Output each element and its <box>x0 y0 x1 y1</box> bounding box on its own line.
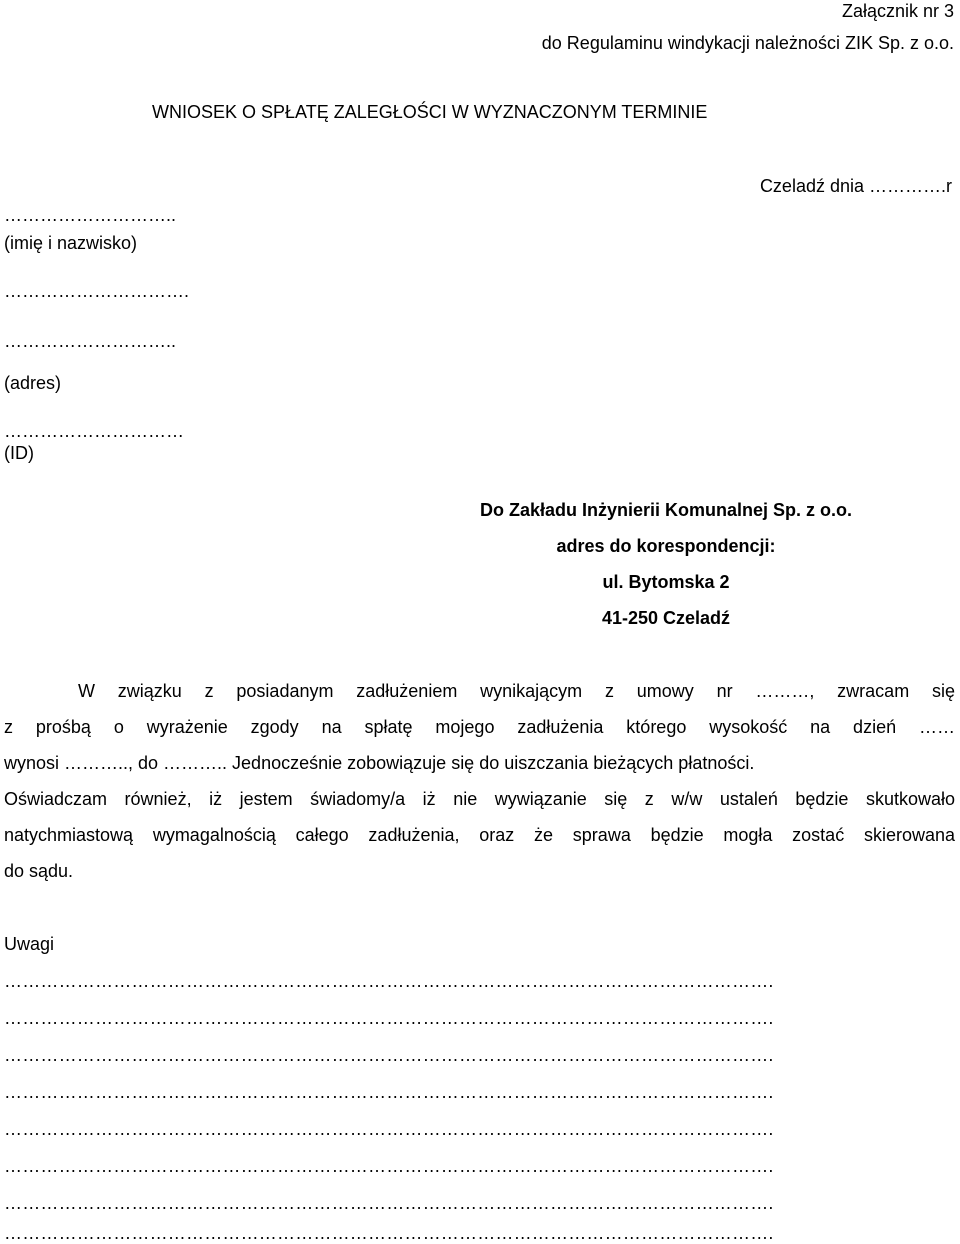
recipient-city: 41-250 Czeladź <box>601 608 731 628</box>
applicant-address-label: (adres) <box>4 373 62 393</box>
remarks-line: ………………………………………………………………………………………………………………. <box>4 1045 774 1065</box>
applicant-id-label: (ID) <box>4 443 34 463</box>
body-line-1: W związku z posiadanym zadłużeniem wynikającym z umowy nr ………, zwracam się <box>78 681 955 701</box>
remarks-line: ………………………………………………………………………………………………………………. <box>4 971 774 991</box>
document-title: WNIOSEK O SPŁATĘ ZALEGŁOŚCI W WYZNACZONYM TERMINIE <box>152 102 708 122</box>
body-line-5: natychmiastową wymagalnością całego zadłużenia, oraz że sprawa będzie mogła zostać skierowana <box>4 825 955 845</box>
place-date: Czeladź dnia ………….r <box>759 176 952 196</box>
body-line-3: wynosi ……….., do ……….. Jednocześnie zobowiązuje się do uiszczania bieżących płatności. <box>4 753 755 773</box>
applicant-name-label: (imię i nazwisko) <box>4 233 138 253</box>
attachment-number: Załącznik nr 3 <box>841 1 954 21</box>
body-line-6: do sądu. <box>4 861 74 881</box>
recipient-company: Do Zakładu Inżynierii Komunalnej Sp. z o.o. <box>479 500 853 520</box>
applicant-address-field-2: ……………………….. <box>4 331 177 351</box>
applicant-id-field: ………………………… <box>4 421 184 441</box>
remarks-line: ………………………………………………………………………………………………………………. <box>4 1193 774 1213</box>
remarks-line: ………………………………………………………………………………………………………………. <box>4 1008 774 1028</box>
applicant-name-field: ……………………….. <box>4 205 177 225</box>
remarks-label: Uwagi <box>4 934 55 954</box>
remarks-line: ………………………………………………………………………………………………………………. <box>4 1119 774 1139</box>
remarks-line: ………………………………………………………………………………………………………………. <box>4 1156 774 1176</box>
remarks-line: ………………………………………………………………………………………………………………. <box>4 1082 774 1102</box>
regulation-reference: do Regulaminu windykacji należności ZIK Sp. z o.o. <box>541 33 954 53</box>
applicant-address-field-1: …………………………. <box>4 281 190 301</box>
remarks-line: ………………………………………………………………………………………………………………. <box>4 1223 774 1243</box>
body-line-2: z prośbą o wyrażenie zgody na spłatę mojego zadłużenia którego wysokość na dzień …… <box>4 717 955 737</box>
recipient-street: ul. Bytomska 2 <box>602 572 730 592</box>
recipient-address-heading: adres do korespondencji: <box>556 536 776 556</box>
body-line-4: Oświadczam również, iż jestem świadomy/a iż nie wywiązanie się z w/w ustaleń będzie skutkowało <box>4 789 955 809</box>
